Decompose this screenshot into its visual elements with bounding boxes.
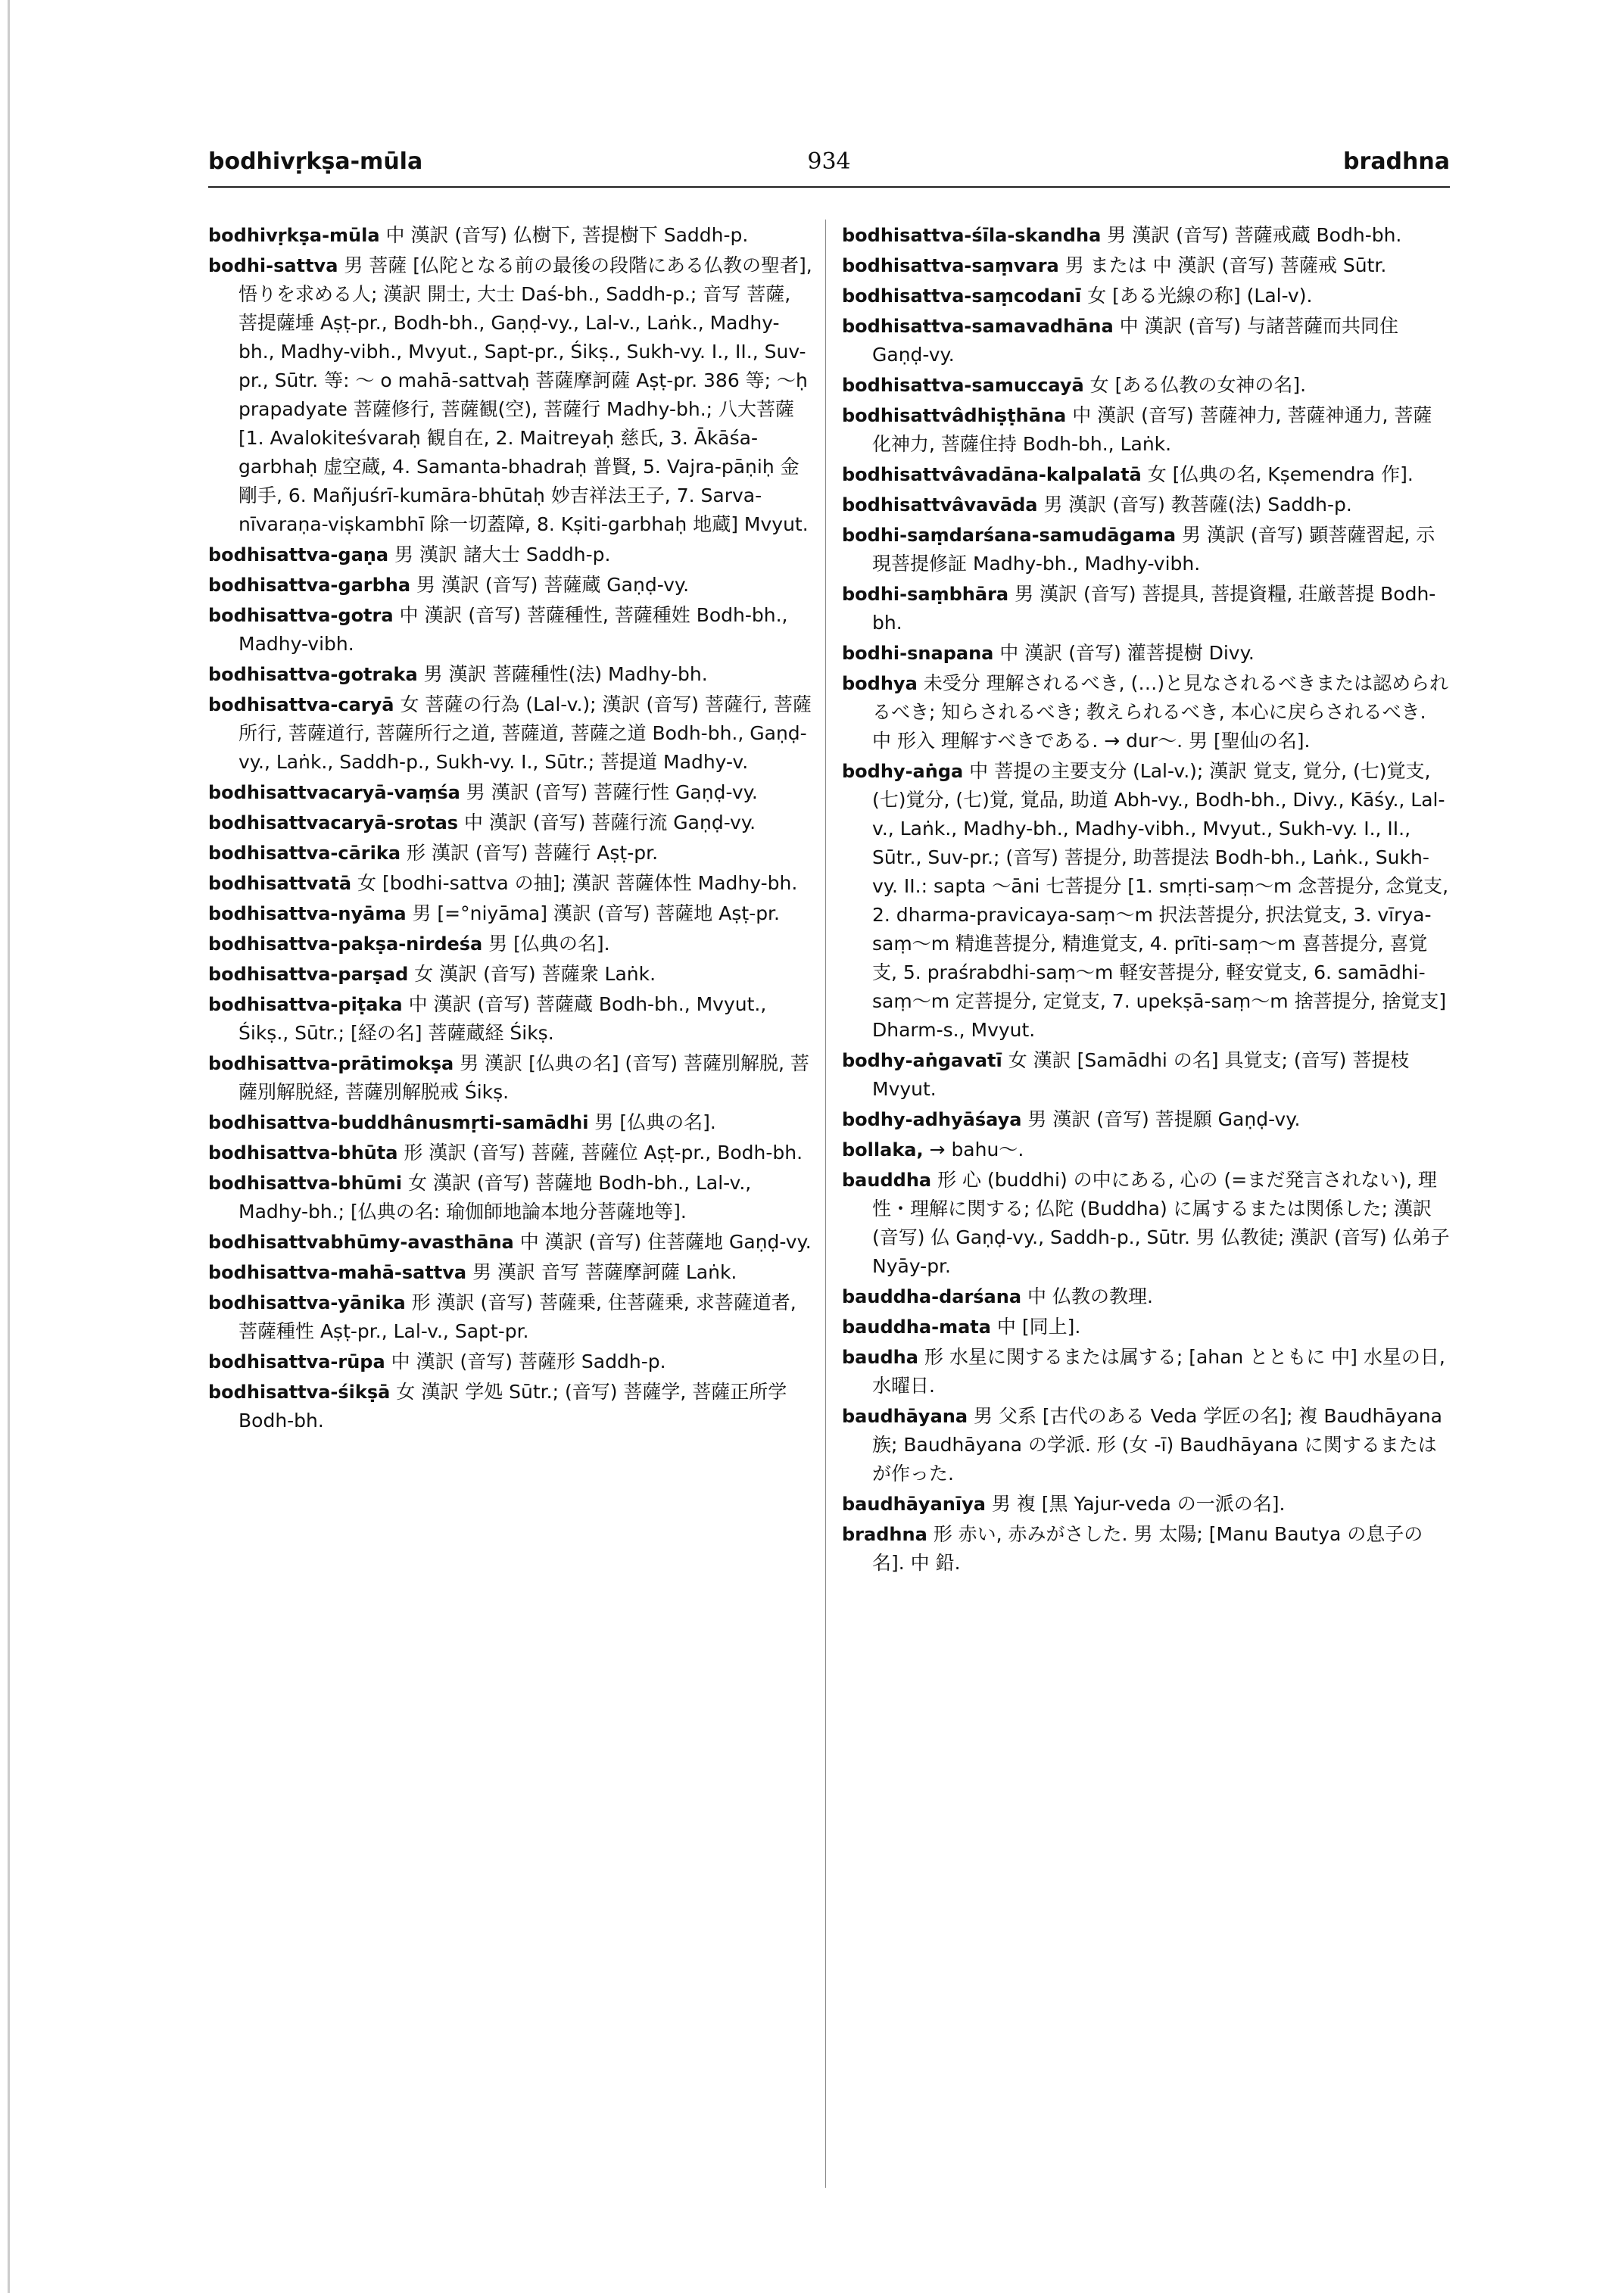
entry-definition: 形 水星に関するまたは属する; [ahan とともに 中] 水星の日, 水曜日.: [872, 1346, 1445, 1397]
dictionary-entry: [842, 1313, 1450, 1341]
dictionary-entry: [208, 1049, 814, 1107]
entry-definition: 形 漢訳 (音写) 菩薩行 Aṣṭ-pr.: [406, 842, 659, 864]
entry-definition: 男 漢訳 (音写) 菩薩行性 Gaṇḍ-vy.: [466, 781, 758, 803]
dictionary-entry: [208, 1169, 814, 1226]
entry-definition: 女 [bodhi-sattva の抽]; 漢訳 菩薩体性 Madhy-bh.: [357, 872, 798, 894]
entry-headword: bodhisattva-śikṣā: [208, 1382, 391, 1403]
entry-definition: 女 漢訳 (音写) 菩薩衆 Laṅk.: [414, 963, 656, 985]
entry-definition: 中 漢訳 (音写) 菩薩神力, 菩薩神通力, 菩薩化神力, 菩薩住持 Bodh-bh., Laṅk.: [872, 404, 1432, 455]
dictionary-entry: [842, 491, 1450, 519]
entry-definition: 中 仏教の教理.: [1027, 1285, 1153, 1307]
entry-definition: 中 漢訳 (音写) 灌菩提樹 Divy.: [999, 642, 1255, 664]
entry-headword: bodhisattva-parṣad: [208, 964, 409, 985]
dictionary-entry: [208, 930, 814, 958]
entry-headword: bodhi-sattva: [208, 255, 338, 276]
entry-headword: bodhi-saṃbhāra: [842, 584, 1009, 605]
dictionary-entry: [842, 669, 1450, 756]
entry-headword: bodhisattva-rūpa: [208, 1351, 385, 1372]
entry-headword: bauddha-mata: [842, 1316, 991, 1338]
entry-definition: 男 [仏典の名].: [488, 933, 610, 955]
page-edge: [8, 0, 10, 2293]
entry-headword: baudhāyanīya: [842, 1494, 986, 1515]
entry-headword: bodhisattva-gotraka: [208, 664, 418, 685]
left-column: [208, 221, 814, 2265]
entry-definition: 中 漢訳 (音写) 菩薩行流 Gaṇḍ-vy.: [464, 812, 756, 833]
header-rule: [208, 186, 1450, 188]
entry-headword: bodhisattva-gotra: [208, 605, 394, 626]
entry-definition: 形 心 (buddhi) の中にある, 心の (=まだ発言されない), 理性・理解に関する; 仏陀 (Buddha) に属するまたは関係した; 漢訳 (音写) 仏 Gaṇḍ-vy., Saddh-p., Sūtr. 男 仏教徒; 漢訳 (音写) 仏弟子 Nyāy-pr.: [872, 1169, 1450, 1277]
entry-headword: bodhisattva-buddhânusmṛti-samādhi: [208, 1112, 589, 1133]
entry-definition: 中 漢訳 (音写) 住菩薩地 Gaṇḍ-vy.: [519, 1231, 812, 1253]
dictionary-entry: [208, 690, 814, 777]
entry-headword: bodhisattva-yānika: [208, 1292, 406, 1313]
dictionary-entry: [208, 541, 814, 569]
entry-definition: 未受分 理解されるべき, (…)と見なされるべきまたは認められるべき; 知らされるべき; 教えられるべき, 本心に戻らされるべき. 中 形入 理解すべきである. → dur〜. 男 [聖仙の名].: [872, 672, 1449, 752]
dictionary-entry: [842, 580, 1450, 637]
dictionary-entry: [842, 282, 1450, 310]
entry-headword: bodhisattvabhūmy-avasthāna: [208, 1232, 514, 1253]
dictionary-entry: [842, 1343, 1450, 1400]
dictionary-entry: [208, 571, 814, 600]
dictionary-entry: [208, 869, 814, 898]
entry-headword: bodhisattva-prātimokṣa: [208, 1053, 454, 1074]
entry-headword: bradhna: [842, 1524, 927, 1545]
entry-definition: 男 漢訳 菩薩種性(法) Madhy-bh.: [423, 663, 708, 685]
entry-headword: bodhivṛkṣa-mūla: [208, 225, 380, 246]
page-number: 934: [807, 148, 851, 175]
entry-definition: 男 漢訳 諸大士 Saddh-p.: [394, 544, 611, 565]
dictionary-entry: [208, 1378, 814, 1435]
entry-definition: 中 漢訳 (音写) 仏樹下, 菩提樹下 Saddh-p.: [385, 224, 749, 246]
dictionary-entry: [208, 601, 814, 659]
entry-headword: bodhi-snapana: [842, 643, 994, 664]
dictionary-entry: [208, 808, 814, 837]
entry-headword: bodhisattva-pakṣa-nirdeśa: [208, 933, 483, 955]
entry-definition: 形 赤い, 赤みがさした. 男 太陽; [Manu Bautya の息子の名]. 中 鉛.: [872, 1523, 1423, 1574]
dictionary-entry: [208, 899, 814, 928]
dictionary-entry: [842, 1166, 1450, 1281]
header-left-guideword: bodhivṛkṣa-mūla: [208, 148, 423, 175]
entry-headword: baudha: [842, 1347, 918, 1368]
dictionary-entry: [842, 1490, 1450, 1519]
entry-definition: 中 漢訳 (音写) 与諸菩薩而共同住 Gaṇḍ-vy.: [872, 315, 1398, 366]
entry-definition: 中 菩提の主要支分 (Lal-v.); 漢訳 覚支, 覚分, (七)覚支, (七)覚分, (七)覚, 覚品, 助道 Abh-vy., Bodh-bh., Divy., Kāśy., Lal-v., Laṅk., Madhy-bh., Madhy-vibh., Mvyut., Sukh-vy. I., II., Sūtr., Suv-pr.; (音写) 菩提分, 助菩提法 Bodh-bh., Laṅk., Sukh-vy. II.: sapta 〜āni 七菩提分 [1. smṛti-saṃ〜m 念菩提分, 念覚支, 2. dharma-pravicaya-saṃ〜m 択法菩提分, 択法覚支, 3. vīrya-saṃ〜m 精進菩提分, 精進覚支, 4. prīti-saṃ〜m 喜菩提分, 喜覚支, 5. praśrabdhi-saṃ〜m 軽安菩提分, 軽安覚支, 6. samādhi-saṃ〜m 定菩提分, 定覚支, 7. upekṣā-saṃ〜m 捨菩提分, 捨覚支] Dharm-s., Mvyut.: [872, 760, 1449, 1041]
entry-definition: 男 [=°niyāma] 漢訳 (音写) 菩薩地 Aṣṭ-pr.: [412, 902, 780, 924]
entry-definition: 中 漢訳 (音写) 菩薩蔵 Bodh-bh., Mvyut., Śikṣ., Sūtr.; [経の名] 菩薩蔵経 Śikṣ.: [238, 993, 767, 1044]
dictionary-entry: [208, 221, 814, 250]
entry-definition: 男 [仏典の名].: [594, 1111, 716, 1133]
dictionary-entry: [842, 1046, 1450, 1104]
dictionary-entry: [208, 990, 814, 1048]
dictionary-entry: [208, 1108, 814, 1137]
dictionary-entry: [842, 1520, 1450, 1578]
dictionary-entry: [208, 1228, 814, 1257]
entry-headword: bodhisattvâdhiṣṭhāna: [842, 405, 1067, 426]
entry-definition: 女 漢訳 (音写) 菩薩地 Bodh-bh., Lal-v., Madhy-bh.; [仏典の名: 瑜伽師地論本地分菩薩地等].: [238, 1172, 752, 1223]
entry-definition: 男 菩薩 [仏陀となる前の最後の段階にある仏教の聖者], 悟りを求める人; 漢訳 開士, 大士 Daś-bh., Saddh-p.; 音写 菩薩, 菩提薩埵 Aṣṭ-pr., Bodh-bh., Gaṇḍ-vy., Lal-v., Laṅk., Madhy-bh., Madhy-vibh., Mvyut., Sapt-pr., Śikṣ., Sukh-vy. I., II., Suv-pr., Sūtr. 等: 〜 o mahā-sattvaḥ 菩薩摩訶薩 Aṣṭ-pr. 386 等; 〜ḥ prapadyate 菩薩修行, 菩薩観(空), 菩薩行 Madhy-bh.; 八大菩薩 [1. Avalokiteśvaraḥ 観自在, 2. Maitreyaḥ 慈氏, 3. Ākāśa-garbhaḥ 虚空蔵, 4. Samanta-bhadraḥ 普賢, 5. Vajra-pāṇiḥ 金剛手, 6. Mañjuśrī-kumāra-bhūtaḥ 妙吉祥法王子, 7. Sarva-nīvaraṇa-viṣkambhī 除一切蓋障, 8. Kṣiti-garbhaḥ 地蔵] Mvyut.: [238, 254, 812, 535]
dictionary-entry: [842, 221, 1450, 250]
entry-headword: bodhy-aṅga: [842, 761, 964, 782]
entry-definition: 男 漢訳 (音写) 菩薩戒蔵 Bodh-bh.: [1107, 224, 1402, 246]
dictionary-entry: [842, 757, 1450, 1045]
entry-definition: 女 [ある光線の称] (Lal-v).: [1087, 285, 1313, 307]
entry-definition: 女 漢訳 [Samādhi の名] 具覚支; (音写) 菩提枝 Mvyut.: [872, 1049, 1410, 1100]
entry-definition: 中 漢訳 (音写) 菩薩種性, 菩薩種姓 Bodh-bh., Madhy-vibh.: [238, 604, 788, 655]
dictionary-entry: [842, 1105, 1450, 1134]
entry-headword: bodhisattva-bhūmi: [208, 1173, 402, 1194]
entry-headword: bodhisattvacaryā-vaṃśa: [208, 782, 460, 803]
column-divider: [825, 220, 826, 2188]
entry-headword: bodhisattva-gaṇa: [208, 544, 389, 565]
entry-definition: 男 漢訳 (音写) 菩提具, 菩提資糧, 荘厳菩提 Bodh-bh.: [872, 583, 1436, 634]
entry-headword: bauddha-darśana: [842, 1286, 1022, 1307]
entry-headword: bodhisattva-saṃcodanī: [842, 285, 1082, 307]
entry-headword: bodhisattva-samuccayā: [842, 375, 1084, 396]
dictionary-entry: [208, 1347, 814, 1376]
dictionary-entry: [842, 312, 1450, 369]
entry-definition: 形 漢訳 (音写) 菩薩乗, 住菩薩乗, 求菩薩道者, 菩薩種性 Aṣṭ-pr., Lal-v., Sapt-pr.: [238, 1291, 796, 1342]
entry-headword: bodhisattvacaryā-srotas: [208, 812, 459, 833]
entry-definition: 女 [仏典の名, Kṣemendra 作].: [1147, 463, 1414, 485]
entry-definition: 女 菩薩の行為 (Lal-v.); 漢訳 (音写) 菩薩行, 菩薩所行, 菩薩道行, 菩薩所行之道, 菩薩道, 菩薩之道 Bodh-bh., Gaṇḍ-vy., Laṅk., Saddh-p., Sukh-vy. I., Sūtr.; 菩提道 Madhy-v.: [238, 693, 812, 773]
entry-definition: 男 父系 [古代のある Veda 学匠の名]; 複 Baudhāyana 族; Baudhāyana の学派. 形 (女 -ī) Baudhāyana に関するまたはが作った.: [872, 1405, 1442, 1485]
entry-headword: bodhisattva-mahā-sattva: [208, 1262, 467, 1283]
entry-headword: bodhisattvâvavāda: [842, 494, 1038, 516]
dictionary-entry: [208, 1258, 814, 1287]
entry-headword: bodhisattva-saṃvara: [842, 255, 1059, 276]
entry-definition: → bahu〜.: [929, 1139, 1024, 1161]
entry-definition: 男 漢訳 [仏典の名] (音写) 菩薩別解脱, 菩薩別解脱経, 菩薩別解脱戒 Śikṣ.: [238, 1052, 809, 1103]
entry-headword: bodhisattvâvadāna-kalpalatā: [842, 464, 1142, 485]
dictionary-entry: [842, 401, 1450, 459]
entry-headword: bodhisattva-garbha: [208, 575, 411, 596]
entry-definition: 男 漢訳 (音写) 教菩薩(法) Saddh-p.: [1043, 494, 1352, 516]
entry-definition: 形 漢訳 (音写) 菩薩, 菩薩位 Aṣṭ-pr., Bodh-bh.: [404, 1142, 803, 1164]
entry-definition: 男 複 [黒 Yajur-veda の一派の名].: [991, 1493, 1286, 1515]
entry-headword: bodhisattva-śīla-skandha: [842, 225, 1102, 246]
dictionary-entry: [842, 460, 1450, 489]
dictionary-entry: [842, 251, 1450, 280]
entry-headword: bauddha: [842, 1170, 932, 1191]
page-header: [208, 148, 1450, 186]
entry-headword: bodhisattva-nyāma: [208, 903, 407, 924]
dictionary-entry: [842, 1282, 1450, 1311]
entry-definition: 男 漢訳 (音写) 菩薩蔵 Gaṇḍ-vy.: [416, 574, 690, 596]
dictionary-entry: [208, 839, 814, 868]
entry-definition: 女 漢訳 学処 Sūtr.; (音写) 菩薩学, 菩薩正所学 Bodh-bh.: [238, 1381, 787, 1432]
entry-definition: 男 漢訳 音写 菩薩摩訶薩 Laṅk.: [472, 1261, 737, 1283]
entry-headword: baudhāyana: [842, 1406, 968, 1427]
dictionary-entry: [208, 1139, 814, 1167]
dictionary-entry: [208, 778, 814, 807]
entry-headword: bodhisattva-samavadhāna: [842, 316, 1114, 337]
entry-headword: bollaka,: [842, 1139, 924, 1161]
dictionary-entry: [842, 639, 1450, 668]
entry-definition: 男 または 中 漢訳 (音写) 菩薩戒 Sūtr.: [1064, 254, 1387, 276]
dictionary-entry: [208, 1288, 814, 1346]
entry-headword: bodhisattva-bhūta: [208, 1142, 398, 1164]
dictionary-entry: [208, 660, 814, 689]
entry-headword: bodhisattvatā: [208, 873, 352, 894]
dictionary-entry: [208, 960, 814, 989]
entry-headword: bodhya: [842, 673, 918, 694]
entry-headword: bodhi-saṃdarśana-samudāgama: [842, 525, 1177, 546]
entry-definition: 中 [同上].: [996, 1316, 1081, 1338]
entry-headword: bodhisattva-piṭaka: [208, 994, 403, 1015]
dictionary-entry: [208, 251, 814, 539]
dictionary-entry: [842, 371, 1450, 400]
entry-definition: 男 漢訳 (音写) 顕菩薩習起, 示現菩提修証 Madhy-bh., Madhy-vibh.: [872, 524, 1435, 575]
header-right-guideword: bradhna: [1343, 148, 1450, 175]
dictionary-entry: [842, 1402, 1450, 1488]
right-column: [842, 221, 1450, 2265]
dictionary-entry: [842, 1136, 1450, 1164]
entry-definition: 男 漢訳 (音写) 菩提願 Gaṇḍ-vy.: [1027, 1108, 1301, 1130]
entry-headword: bodhy-adhyāśaya: [842, 1109, 1022, 1130]
dictionary-entry: [842, 521, 1450, 578]
entry-definition: 中 漢訳 (音写) 菩薩形 Saddh-p.: [391, 1351, 666, 1372]
entry-headword: bodhisattva-caryā: [208, 694, 394, 715]
entry-definition: 女 [ある仏教の女神の名].: [1089, 374, 1307, 396]
entry-headword: bodhisattva-cārika: [208, 843, 401, 864]
entry-headword: bodhy-aṅgavatī: [842, 1050, 1002, 1071]
